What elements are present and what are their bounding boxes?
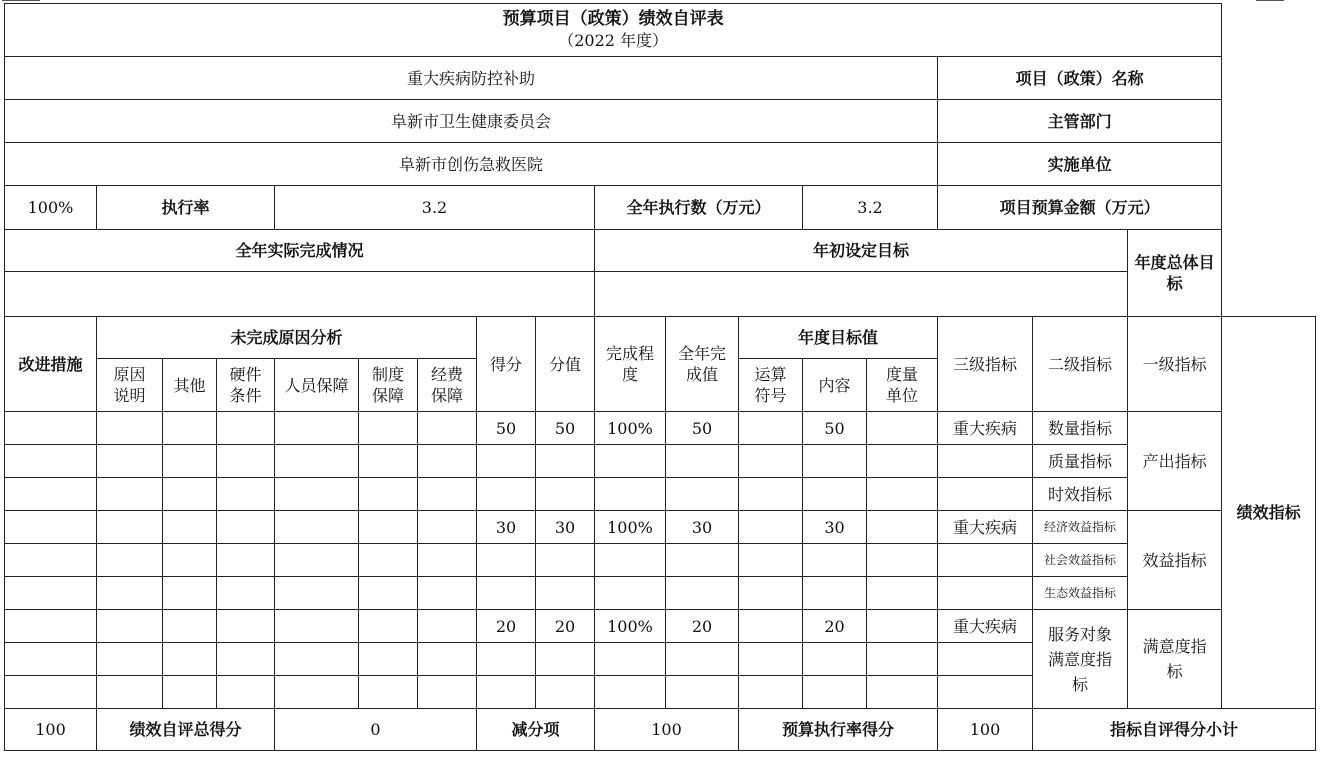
r-other-text: 其他: [173, 375, 206, 395]
r-other-header: [163, 359, 217, 412]
content-cell: [803, 643, 867, 676]
lvl2-cell: 数量指标: [1033, 412, 1128, 445]
r-fund-cell: [418, 676, 477, 709]
done-cell: [666, 643, 739, 676]
score-cell: 30: [477, 511, 536, 544]
project-name-value: 重大疾病防控补助: [5, 57, 938, 100]
r-other-cell: [163, 412, 217, 445]
r-fund-cell: [418, 610, 477, 643]
content-cell: [803, 445, 867, 478]
r-sys-cell: [359, 445, 418, 478]
r-hard-header: [217, 359, 275, 412]
score-cell: [477, 643, 536, 676]
weight-cell: [536, 577, 595, 610]
done-value-text: 全年完成值: [678, 344, 727, 384]
score-cell: [477, 445, 536, 478]
unit-measure-cell: [739, 445, 803, 478]
budget-rate-score-value: 100: [595, 709, 739, 751]
degree-cell: [595, 478, 666, 511]
lvl3-cell: [938, 676, 1033, 709]
total-label: 绩效自评总得分: [97, 709, 275, 751]
op-cell: [867, 478, 938, 511]
group-satisfaction: [1128, 610, 1222, 709]
unit-measure-cell: [739, 412, 803, 445]
done-cell: [666, 544, 739, 577]
degree-cell: 100%: [595, 412, 666, 445]
unit-measure-cell: [739, 478, 803, 511]
r-other-cell: [163, 643, 217, 676]
r-staff-cell: [275, 610, 359, 643]
degree-cell: [595, 544, 666, 577]
perf-label: 绩效指标: [1222, 317, 1316, 709]
done-value-header: [666, 317, 739, 412]
r-fund-cell: [418, 544, 477, 577]
improve-cell: [5, 412, 97, 445]
lvl2-cell: 质量指标: [1033, 445, 1128, 478]
evaluation-table: [4, 3, 1316, 751]
r-desc-cell: [97, 577, 163, 610]
r-other-cell: [163, 676, 217, 709]
done-cell: [666, 478, 739, 511]
unit-measure-cell: [739, 544, 803, 577]
lvl3-cell: 重大疾病: [938, 511, 1033, 544]
deduct-value: 0: [275, 709, 477, 751]
score-cell: [477, 577, 536, 610]
deduct-label: 减分项: [477, 709, 595, 751]
r-other-cell: [163, 445, 217, 478]
improve-cell: [5, 544, 97, 577]
r-desc-cell: [97, 676, 163, 709]
weight-cell: [536, 544, 595, 577]
group-satisfaction-text: 满意度指标: [1142, 637, 1207, 681]
r-hard-cell: [217, 544, 275, 577]
r-fund-cell: [418, 445, 477, 478]
lvl3-cell: [938, 478, 1033, 511]
r-sys-cell: [359, 610, 418, 643]
target-header: 年度目标值: [739, 317, 938, 359]
lvl1-header: 一级指标: [1128, 317, 1222, 412]
degree-cell: [595, 643, 666, 676]
r-desc-header: [97, 359, 163, 412]
improve-cell: [5, 511, 97, 544]
budget-rate-score-label: 预算执行率得分: [739, 709, 938, 751]
r-staff-cell: [275, 577, 359, 610]
dept-label: 主管部门: [938, 100, 1222, 143]
unit-measure-cell: [739, 676, 803, 709]
improve-cell: [5, 643, 97, 676]
table-row: [5, 445, 1316, 478]
unit-value: 阜新市创伤急救医院: [5, 143, 938, 186]
actual-completion-label: 全年实际完成情况: [5, 230, 595, 272]
score-cell: [477, 676, 536, 709]
subtotal-value: 100: [938, 709, 1033, 751]
score-cell: 20: [477, 610, 536, 643]
lvl3-cell: 重大疾病: [938, 610, 1033, 643]
done-cell: [666, 676, 739, 709]
r-hard-cell: [217, 511, 275, 544]
lvl3-cell: 重大疾病: [938, 412, 1033, 445]
r-fund-cell: [418, 643, 477, 676]
lvl2-satisfaction-text: 服务对象满意度指标: [1047, 624, 1112, 694]
r-staff-cell: [275, 544, 359, 577]
unit-measure-cell: [739, 643, 803, 676]
degree-cell: [595, 445, 666, 478]
r-other-cell: [163, 511, 217, 544]
exec-amount-value: 3.2: [275, 186, 595, 230]
weight-header: 分值: [536, 317, 595, 412]
r-sys-cell: [359, 676, 418, 709]
improve-cell: [5, 676, 97, 709]
unit-measure-text: 度量单位: [885, 365, 918, 405]
r-hard-cell: [217, 676, 275, 709]
done-cell: 50: [666, 412, 739, 445]
content-cell: 50: [803, 412, 867, 445]
set-goal-value: [595, 272, 1128, 317]
r-fund-cell: [418, 478, 477, 511]
r-other-cell: [163, 577, 217, 610]
lvl2-header: 二级指标: [1033, 317, 1128, 412]
r-hard-cell: [217, 610, 275, 643]
set-goal-label: 年初设定目标: [595, 230, 1128, 272]
table-row: [5, 544, 1316, 577]
table-row: [5, 478, 1316, 511]
lvl3-header: 三级指标: [938, 317, 1033, 412]
r-sys-cell: [359, 511, 418, 544]
lvl2-cell: 经济效益指标: [1033, 511, 1128, 544]
r-desc-cell: [97, 610, 163, 643]
weight-cell: [536, 643, 595, 676]
r-staff-cell: [275, 676, 359, 709]
r-hard-cell: [217, 577, 275, 610]
unit-measure-cell: [739, 511, 803, 544]
op-cell: [867, 445, 938, 478]
done-cell: [666, 577, 739, 610]
content-cell: [803, 676, 867, 709]
r-hard-cell: [217, 643, 275, 676]
degree-cell: 100%: [595, 610, 666, 643]
op-cell: [867, 577, 938, 610]
r-other-cell: [163, 610, 217, 643]
table-row: [5, 511, 1316, 544]
r-hard-cell: [217, 445, 275, 478]
budget-value: 3.2: [803, 186, 938, 230]
r-other-cell: [163, 478, 217, 511]
budget-label: 项目预算金额（万元）: [938, 186, 1222, 230]
exec-rate-value: 100%: [5, 186, 97, 230]
content-cell: [803, 544, 867, 577]
table-year: （2022 年度）: [558, 31, 669, 50]
done-cell: [666, 445, 739, 478]
degree-cell: [595, 676, 666, 709]
lvl3-cell: [938, 445, 1033, 478]
group-benefit: 效益指标: [1128, 511, 1222, 610]
score-header: 得分: [477, 317, 536, 412]
r-fund-cell: [418, 412, 477, 445]
content-cell: [803, 478, 867, 511]
content-header: 内容: [803, 359, 867, 412]
r-staff-header: [275, 359, 359, 412]
r-fund-text: 经费保障: [430, 365, 463, 405]
unit-label: 实施单位: [938, 143, 1222, 186]
r-sys-cell: [359, 577, 418, 610]
degree-cell: [595, 577, 666, 610]
lvl2-cell: 生态效益指标: [1033, 577, 1128, 610]
r-desc-cell: [97, 643, 163, 676]
done-degree-header: [595, 317, 666, 412]
r-hard-cell: [217, 478, 275, 511]
op-cell: [867, 412, 938, 445]
lvl3-cell: [938, 577, 1033, 610]
r-fund-cell: [418, 577, 477, 610]
r-desc-cell: [97, 445, 163, 478]
improve-header: 改进措施: [5, 317, 97, 412]
r-desc-text: 原因说明: [113, 365, 146, 405]
lvl3-cell: [938, 643, 1033, 676]
content-cell: 30: [803, 511, 867, 544]
table-row: [5, 577, 1316, 610]
weight-cell: 50: [536, 412, 595, 445]
exec-rate-label: 执行率: [97, 186, 275, 230]
content-cell: [803, 577, 867, 610]
op-text: 运算符号: [754, 365, 787, 405]
actual-completion-value: [5, 272, 595, 317]
group-output: 产出指标: [1128, 412, 1222, 511]
score-cell: [477, 544, 536, 577]
weight-cell: 20: [536, 610, 595, 643]
weight-cell: [536, 445, 595, 478]
score-cell: [477, 478, 536, 511]
r-sys-header: [359, 359, 418, 412]
weight-cell: 30: [536, 511, 595, 544]
dept-value: 阜新市卫生健康委员会: [5, 100, 938, 143]
table-row: [5, 412, 1316, 445]
r-staff-cell: [275, 511, 359, 544]
unit-measure-header: [867, 359, 938, 412]
degree-cell: 100%: [595, 511, 666, 544]
r-hard-cell: [217, 412, 275, 445]
exec-amount-label: 全年执行数（万元）: [595, 186, 803, 230]
r-sys-cell: [359, 544, 418, 577]
project-name-label: 项目（政策）名称: [938, 57, 1222, 100]
r-fund-header: [418, 359, 477, 412]
annual-goal-label: 年度总体目标: [1128, 230, 1222, 317]
r-desc-cell: [97, 544, 163, 577]
r-hard-text: 硬件条件: [229, 365, 262, 405]
op-cell: [867, 544, 938, 577]
op-cell: [867, 643, 938, 676]
improve-cell: [5, 577, 97, 610]
reason-header: 未完成原因分析: [97, 317, 477, 359]
r-other-cell: [163, 544, 217, 577]
r-staff-cell: [275, 412, 359, 445]
r-sys-text: 制度保障: [371, 365, 404, 405]
improve-cell: [5, 610, 97, 643]
weight-cell: [536, 478, 595, 511]
r-sys-cell: [359, 412, 418, 445]
improve-cell: [5, 478, 97, 511]
lvl2-cell: 时效指标: [1033, 478, 1128, 511]
op-header: [739, 359, 803, 412]
r-desc-cell: [97, 511, 163, 544]
table-title: 预算项目（政策）绩效自评表: [502, 9, 724, 29]
op-cell: [867, 511, 938, 544]
improve-cell: [5, 445, 97, 478]
done-degree-text: 完成程度: [606, 344, 655, 384]
done-cell: 30: [666, 511, 739, 544]
r-desc-cell: [97, 412, 163, 445]
unit-measure-cell: [739, 577, 803, 610]
weight-cell: [536, 676, 595, 709]
lvl3-cell: [938, 544, 1033, 577]
done-cell: 20: [666, 610, 739, 643]
op-cell: [867, 676, 938, 709]
table-title-cell: [5, 4, 1222, 57]
subtotal-label: 指标自评得分小计: [1033, 709, 1316, 751]
r-sys-cell: [359, 478, 418, 511]
r-fund-cell: [418, 511, 477, 544]
lvl2-cell: 社会效益指标: [1033, 544, 1128, 577]
r-sys-cell: [359, 643, 418, 676]
score-cell: 50: [477, 412, 536, 445]
r-staff-cell: [275, 643, 359, 676]
lvl2-satisfaction-cell: [1033, 610, 1128, 709]
r-staff-cell: [275, 445, 359, 478]
unit-measure-cell: [739, 610, 803, 643]
r-staff-text: 人员保障: [284, 375, 349, 395]
content-cell: 20: [803, 610, 867, 643]
r-desc-cell: [97, 478, 163, 511]
total-value: 100: [5, 709, 97, 751]
table-row: [5, 610, 1316, 643]
r-staff-cell: [275, 478, 359, 511]
op-cell: [867, 610, 938, 643]
